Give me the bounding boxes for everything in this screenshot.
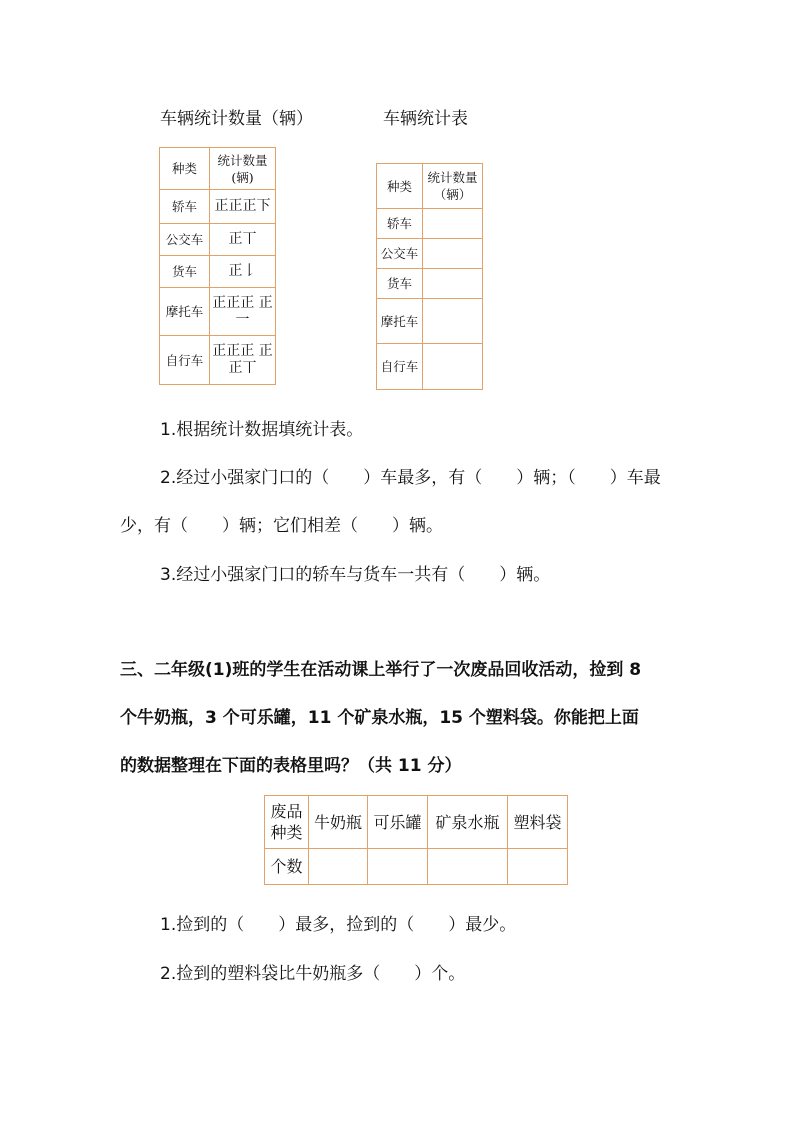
fill-row-type: 公交车 bbox=[377, 239, 423, 269]
tally-row-marks: 正正正 正一 bbox=[210, 288, 276, 336]
tally-table-caption: 车辆统计数量（辆） bbox=[160, 109, 313, 129]
tally-row-type: 公交车 bbox=[160, 224, 210, 256]
fill-answer-cell[interactable] bbox=[423, 239, 483, 269]
fill-header-type: 种类 bbox=[377, 164, 423, 209]
waste-answer-cell[interactable] bbox=[368, 849, 428, 885]
waste-count-label: 个数 bbox=[265, 849, 309, 885]
fill-answer-cell[interactable] bbox=[423, 209, 483, 239]
waste-question-1: 1.捡到的（ ）最多，捡到的（ ）最少。 bbox=[160, 915, 517, 935]
tally-row-marks: 正丅 bbox=[210, 224, 276, 256]
fill-header-count: 统计数量（辆） bbox=[423, 164, 483, 209]
tally-row-marks: 正正正 正正丅 bbox=[210, 336, 276, 385]
question-2-line-1: 2.经过小强家门口的（ ）车最多，有（ ）辆；（ ）车最 bbox=[160, 468, 661, 488]
section-3-line-1: 三、二年级(1)班的学生在活动课上举行了一次废品回收活动，捡到 8 bbox=[120, 660, 642, 680]
fill-answer-cell[interactable] bbox=[423, 344, 483, 390]
tally-row-marks: 正𠄌 bbox=[210, 256, 276, 288]
question-3: 3.经过小强家门口的轿车与货车一共有（ ）辆。 bbox=[160, 565, 551, 585]
waste-answer-cell[interactable] bbox=[508, 849, 568, 885]
tally-row-marks: 正正正下 bbox=[210, 190, 276, 224]
vehicle-tally-table bbox=[159, 147, 276, 385]
waste-column-header: 塑料袋 bbox=[508, 796, 568, 849]
fill-table-caption: 车辆统计表 bbox=[383, 109, 468, 129]
vehicle-fill-table bbox=[376, 163, 483, 390]
waste-answer-cell[interactable] bbox=[428, 849, 508, 885]
waste-answer-cell[interactable] bbox=[309, 849, 368, 885]
fill-answer-cell[interactable] bbox=[423, 299, 483, 344]
tally-row-type: 摩托车 bbox=[160, 288, 210, 336]
waste-recycling-table bbox=[264, 795, 568, 885]
question-2-line-2: 少，有（ ）辆；它们相差（ ）辆。 bbox=[120, 516, 443, 536]
tally-row-type: 自行车 bbox=[160, 336, 210, 385]
tally-header-count: 统计数量(辆) bbox=[210, 148, 276, 190]
fill-answer-cell[interactable] bbox=[423, 269, 483, 299]
tally-row-type: 轿车 bbox=[160, 190, 210, 224]
section-3-line-2: 个牛奶瓶，3 个可乐罐，11 个矿泉水瓶，15 个塑料袋。你能把上面 bbox=[120, 708, 639, 728]
section-3-line-3: 的数据整理在下面的表格里吗？（共 11 分） bbox=[120, 756, 462, 776]
tally-row-type: 货车 bbox=[160, 256, 210, 288]
waste-column-header: 牛奶瓶 bbox=[309, 796, 368, 849]
fill-row-type: 轿车 bbox=[377, 209, 423, 239]
waste-column-header: 矿泉水瓶 bbox=[428, 796, 508, 849]
waste-header-label: 废品种类 bbox=[265, 796, 309, 849]
waste-question-2: 2.捡到的塑料袋比牛奶瓶多（ ）个。 bbox=[160, 964, 466, 984]
waste-column-header: 可乐罐 bbox=[368, 796, 428, 849]
question-1: 1.根据统计数据填统计表。 bbox=[160, 420, 364, 440]
tally-header-type: 种类 bbox=[160, 148, 210, 190]
fill-row-type: 自行车 bbox=[377, 344, 423, 390]
fill-row-type: 摩托车 bbox=[377, 299, 423, 344]
fill-row-type: 货车 bbox=[377, 269, 423, 299]
